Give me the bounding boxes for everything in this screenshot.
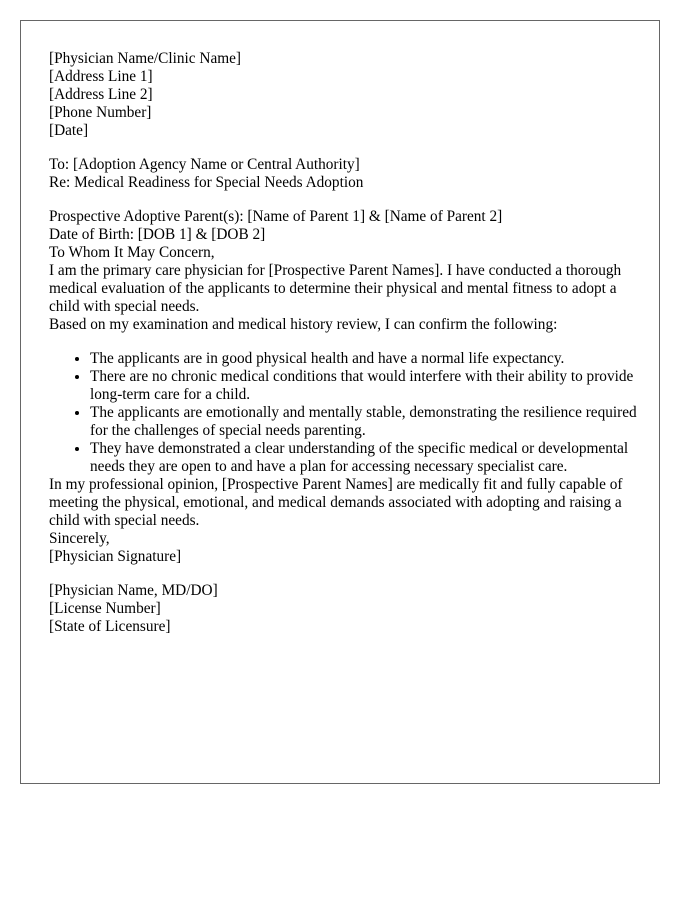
- findings-list: [49, 350, 641, 476]
- opinion-paragraph: In my professional opinion, [Prospective Parent Names] are medically fit and fully capable of meeting the physical, emotional, and medical demands associated with adopting and raising a child with special needs.: [49, 476, 623, 529]
- finding-item: • The applicants are in good physical health and have a normal life expectancy.: [90, 350, 641, 368]
- letter-page: [20, 20, 660, 784]
- intro-paragraph: I am the primary care physician for [Prospective Parent Names]. I have conducted a thorough medical evaluation of the applicants to determine their physical and mental fitness to adopt a child with special needs.: [49, 262, 622, 315]
- sender-name: [Physician Name/Clinic Name]: [49, 50, 242, 67]
- recipient-to: To: [Adoption Agency Name or Central Authority]: [49, 156, 360, 173]
- physician-name: [Physician Name, MD/DO]: [49, 582, 218, 599]
- closing-sincerely: Sincerely,: [49, 530, 110, 547]
- subject-line: Re: Medical Readiness for Special Needs Adoption: [49, 174, 364, 191]
- sender-address-line-2: [Address Line 2]: [49, 86, 153, 103]
- sender-block: [49, 50, 641, 140]
- recipient-block: [49, 156, 641, 192]
- physician-details: [49, 582, 641, 636]
- license-number: [License Number]: [49, 600, 161, 617]
- letter-date: [Date]: [49, 122, 89, 139]
- applicant-names: Prospective Adoptive Parent(s): [Name of Parent 1] & [Name of Parent 2]: [49, 208, 503, 225]
- sender-address-line-1: [Address Line 1]: [49, 68, 153, 85]
- salutation: To Whom It May Concern,: [49, 244, 215, 261]
- sender-phone: [Phone Number]: [49, 104, 152, 121]
- finding-item: • They have demonstrated a clear understanding of the specific medical or developmental needs they are open to and have a plan for accessing necessary specialist care.: [90, 440, 641, 476]
- finding-item: • There are no chronic medical conditions that would interfere with their ability to provide long-term care for a child.: [90, 368, 641, 404]
- signature-placeholder: [Physician Signature]: [49, 548, 182, 565]
- finding-item: • The applicants are emotionally and mentally stable, demonstrating the resilience required for the challenges of special needs parenting.: [90, 404, 641, 440]
- state-of-licensure: [State of Licensure]: [49, 618, 171, 635]
- letter-body: [49, 50, 641, 636]
- applicant-block: [49, 208, 641, 244]
- lead-in-paragraph: Based on my examination and medical history review, I can confirm the following:: [49, 316, 558, 333]
- applicant-dob: Date of Birth: [DOB 1] & [DOB 2]: [49, 226, 266, 243]
